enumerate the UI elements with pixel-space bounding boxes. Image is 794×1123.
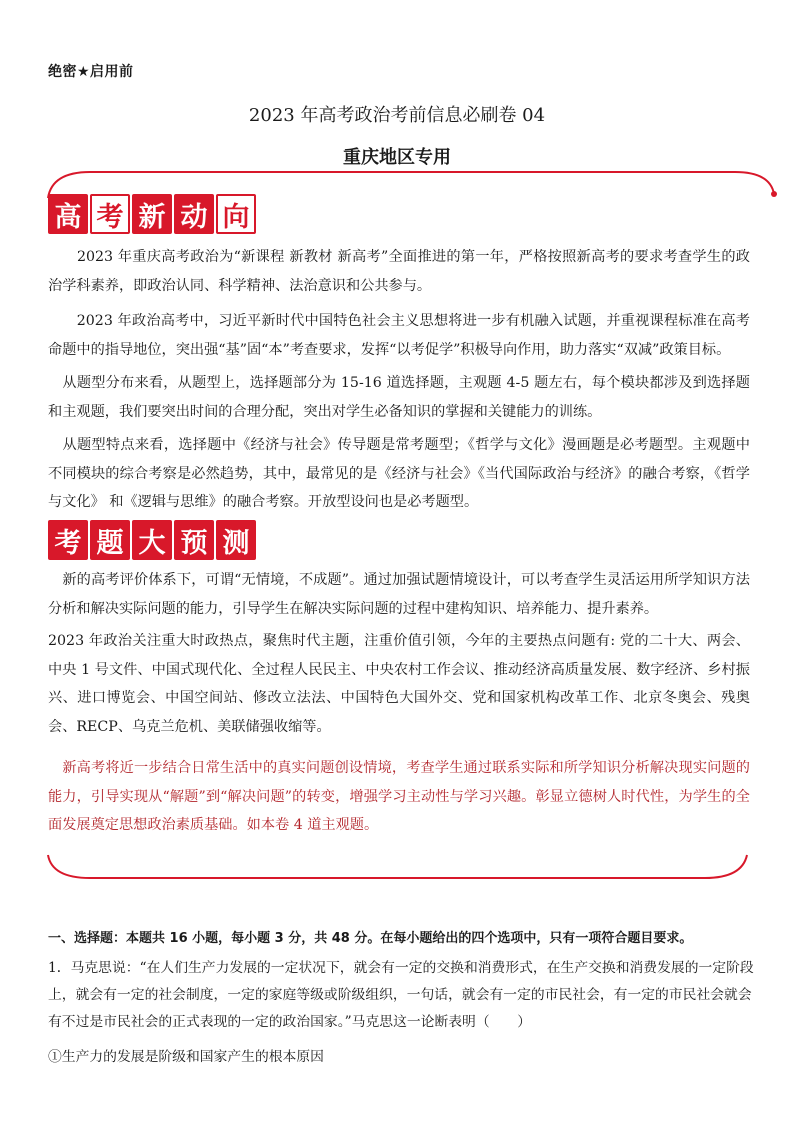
paragraph: 2023 年重庆高考政治为“新课程 新教材 新高考”全面推进的第一年，严格按照新高考的要求考查学生的政治学科素养，即政治认同、科学精神、法治意识和公共参与。 — [48, 249, 750, 294]
banner-char: 考 — [48, 520, 88, 560]
paragraph: 2023 年政治高考中，习近平新时代中国特色社会主义思想将进一步有机融入试题，并重视课程标准在高考命题中的指导地位，突出强“基”固“本”考查要求，发挥“以考促学”积极导向作用，助力落实“双减”政策目标。 — [48, 313, 750, 358]
section-banner-forecast — [48, 520, 256, 560]
page-title: 2023 年高考政治考前信息必刷卷 04 — [248, 105, 546, 126]
section-banner-trends — [48, 194, 256, 234]
paragraph: 从题型特点来看，选择题中《经济与社会》传导题是常考题型；《哲学与文化》漫画题是必考题型。主观题中不同模块的综合考察是必然趋势，其中，最常见的是《经济与社会》《当代国际政治与经济》的融合考察，《哲学与文化》 和《逻辑与思维》的融合考察。开放型设问也是必考题型。 — [48, 437, 750, 510]
page-subtitle: 重庆地区专用 — [343, 147, 451, 168]
paragraph: 从题型分布来看，从题型上，选择题部分为 15-16 道选择题，主观题 4-5 题左右，每个模块都涉及到选择题和主观题，我们要突出时间的合理分配，突出对学生必备知识的掌握和关键能力的训练。 — [48, 375, 750, 420]
question-1-option-1: ①生产力的发展是阶级和国家产生的根本原因 — [48, 1049, 324, 1065]
banner-char: 高 — [48, 194, 88, 234]
confidential-label: 绝密★启用前 — [48, 64, 134, 80]
banner-char: 新 — [132, 194, 172, 234]
banner-char: 向 — [216, 194, 256, 234]
paragraph: 2023 年政治关注重大时政热点，聚焦时代主题，注重价值引领，今年的主要热点问题有: 党的二十大、两会、中央 1 号文件、中国式现代化、全过程人民民主、中央农村工作会议、推动经济高质量发展、数字经济、乡村振兴、进口博览会、中国空间站、修改立法法、中国特色大国外交、党和国家机构改革工作、北京冬奥会、残奥会、RECP、乌克兰危机、美联储强收缩等。 — [48, 633, 750, 735]
paragraph: 新的高考评价体系下，可谓“无情境，不成题”。通过加强试题情境设计，可以考查学生灵活运用所学知识方法分析和解决实际问题的能力，引导学生在解决实际问题的过程中建构知识、培养能力、提升素养。 — [48, 572, 750, 617]
banner-char: 题 — [90, 520, 130, 560]
highlight-paragraph: 新高考将近一步结合日常生活中的真实问题创设情境，考查学生通过联系实际和所学知识分析解决现实问题的能力，引导实现从“解题”到“解决问题”的转变，增强学习主动性与学习兴趣。彰显立德树人时代性，为学生的全面发展奠定思想政治素质基础。如本卷 4 道主观题。 — [48, 760, 750, 833]
banner-char: 动 — [174, 194, 214, 234]
banner-char: 测 — [216, 520, 256, 560]
question-1: 1．马克思说：“在人们生产力发展的一定状况下，就会有一定的交换和消费形式，在生产交换和消费发展的一定阶段上，就会有一定的社会制度，一定的家庭等级或阶级组织，一句话，就会有一定的市民社会，有一定的市民社会就会有不过是市民社会的正式表现的一定的政治国家。”马克思这一论断表明（ ） — [48, 960, 754, 1030]
banner-char: 考 — [90, 194, 130, 234]
banner-char: 大 — [132, 520, 172, 560]
section-instruction: 一、选择题：本题共 16 小题，每小题 3 分，共 48 分。在每小题给出的四个选项中，只有一项符合题目要求。 — [48, 931, 693, 946]
banner-char: 预 — [174, 520, 214, 560]
